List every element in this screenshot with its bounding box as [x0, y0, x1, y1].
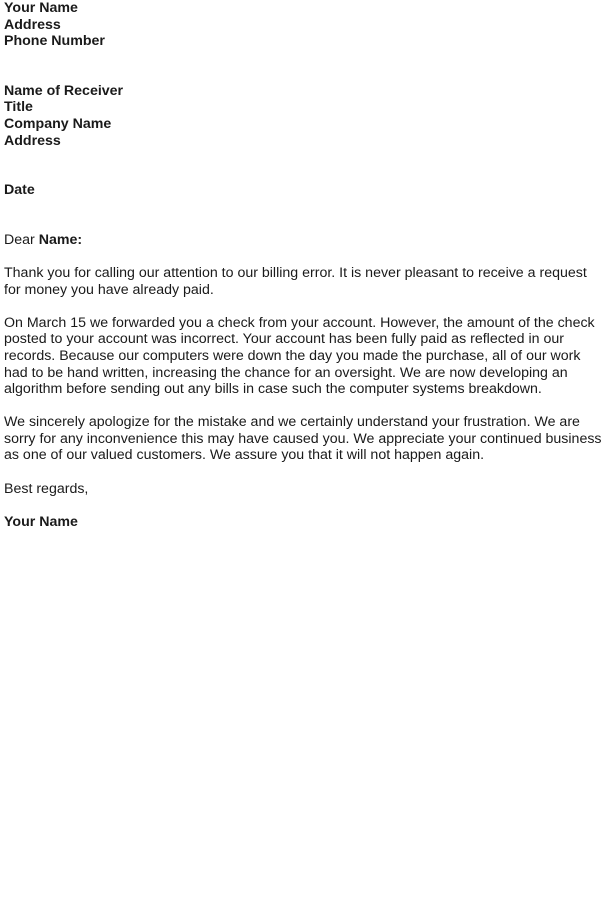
- receiver-title: Title: [4, 99, 33, 116]
- receiver-address: Address: [4, 132, 61, 149]
- paragraph-line: algorithm before sending out any bills in case such the computer systems breakdown.: [4, 381, 542, 398]
- receiver-company: Company Name: [4, 115, 112, 132]
- sender-phone: Phone Number: [4, 33, 105, 50]
- closing: Best regards,: [4, 480, 89, 497]
- paragraph-line: records. Because our computers were down the day you made the purchase, all of our work: [4, 347, 581, 364]
- paragraph-line: On March 15 we forwarded you a check from your account. However, the amount of the check: [4, 314, 595, 331]
- signature-name: Your Name: [4, 513, 78, 530]
- sender-name: Your Name: [4, 0, 78, 16]
- paragraph-line: posted to your account was incorrect. Your account has been fully paid as reflected in our: [4, 331, 564, 348]
- receiver-name: Name of Receiver: [4, 82, 124, 99]
- paragraph-line: had to be hand written, increasing the chance for an oversight. We are now developing an: [4, 364, 568, 381]
- paragraph-line: for money you have already paid.: [4, 281, 214, 298]
- paragraph-line: Thank you for calling our attention to our billing error. It is never pleasant to receive a request: [4, 264, 587, 281]
- letter-page: [4, 0, 612, 530]
- paragraph-line: sorry for any inconvenience this may have caused you. We appreciate your continued business: [4, 430, 602, 447]
- receiver-block: [4, 83, 612, 149]
- salutation: [4, 232, 612, 249]
- sender-block: [4, 0, 612, 50]
- salutation-prefix: Dear: [4, 231, 35, 248]
- sender-address: Address: [4, 16, 61, 33]
- body-paragraph-3: [4, 414, 612, 464]
- salutation-name: Name:: [38, 231, 83, 248]
- body-paragraph-2: [4, 315, 612, 398]
- paragraph-line: as one of our valued customers. We assure you that it will not happen again.: [4, 447, 485, 464]
- letter-date: Date: [4, 182, 35, 199]
- paragraph-line: We sincerely apologize for the mistake and we certainly understand your frustration. We are: [4, 414, 580, 431]
- body-paragraph-1: [4, 265, 612, 298]
